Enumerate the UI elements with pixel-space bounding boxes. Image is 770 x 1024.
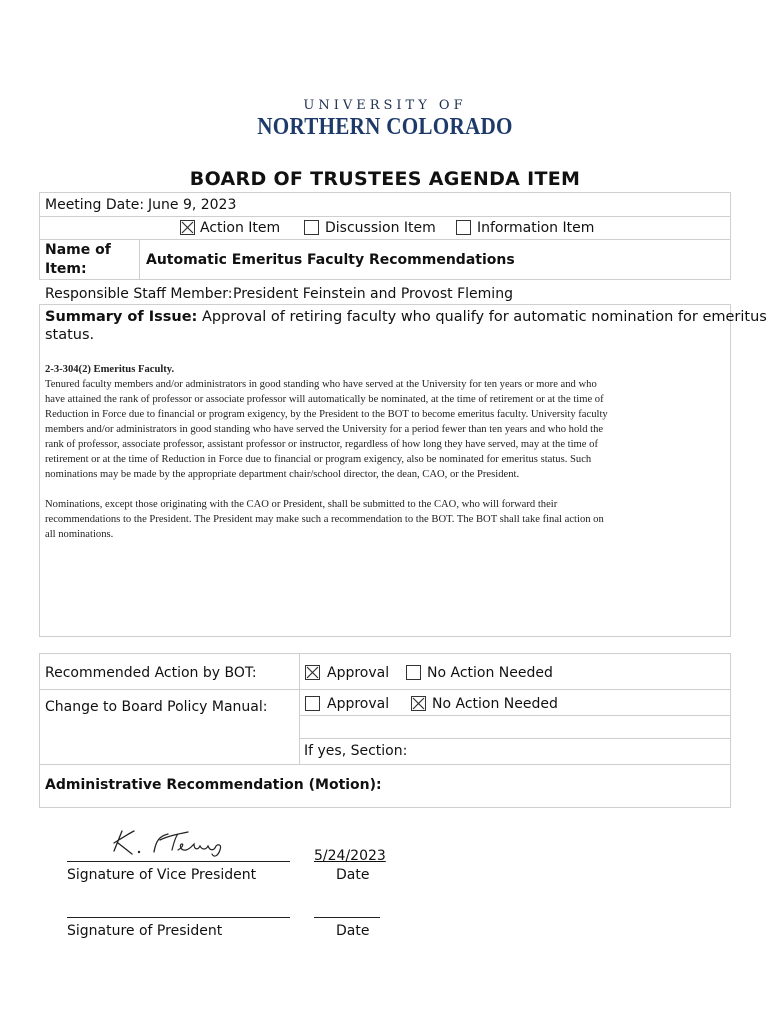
recommended-action-label: Recommended Action by BOT: — [45, 665, 257, 681]
president-date-label: Date — [336, 923, 370, 939]
policy-line: nominations may be made by the appropriate department chair/school director, the dean, CAO, or the President. — [45, 469, 520, 480]
university-logo-name: NORTHERN COLORADO — [257, 114, 513, 140]
name-of-item-label-line2: Item: — [45, 261, 87, 277]
policy-approval-label: Approval — [327, 696, 390, 712]
section-label: If yes, Section: — [304, 743, 408, 759]
policy-line: Tenured faculty members and/or administrators in good standing who have served at the University for ten years or more and who — [45, 379, 597, 390]
vp-signature-label: Signature of Vice President — [67, 867, 257, 883]
discussion-item-label: Discussion Item — [325, 220, 436, 236]
recommended-approval-checkbox[interactable] — [305, 665, 320, 680]
responsible-staff-label: Responsible Staff Member: — [45, 286, 233, 302]
action-item-label: Action Item — [200, 220, 281, 236]
meeting-date-value: June 9, 2023 — [148, 197, 237, 213]
summary-text-line2: status. — [45, 327, 95, 343]
nomination-line: all nominations. — [45, 529, 114, 540]
summary-text-line1: Approval of retiring faculty who qualify for automatic nomination for emeritus — [201, 309, 767, 325]
nomination-text — [45, 497, 725, 542]
information-item-label: Information Item — [477, 220, 595, 236]
checked-x-icon — [412, 697, 425, 710]
information-item-checkbox[interactable] — [456, 220, 471, 235]
summary-label: Summary of Issue: — [45, 309, 198, 325]
summary-line1 — [45, 309, 767, 325]
responsible-staff-value: President Feinstein and Provost Fleming — [233, 286, 513, 302]
discussion-item-checkbox[interactable] — [304, 220, 319, 235]
recommended-no-action-checkbox[interactable] — [406, 665, 421, 680]
policy-change-label: Change to Board Policy Manual: — [45, 699, 268, 715]
admin-recommendation-label: Administrative Recommendation (Motion): — [45, 777, 382, 793]
nomination-line: Nominations, except those originating with the CAO or President, shall be submitted to the CAO, who will forward their — [45, 499, 558, 510]
university-of-text: UNIVERSITY OF — [303, 98, 467, 113]
recommended-no-action-label: No Action Needed — [427, 665, 553, 681]
vp-date-label: Date — [336, 867, 370, 883]
policy-line: members and/or administrators in good standing who have served the University for a period fewer than ten years and who hold the — [45, 424, 604, 435]
checked-x-icon — [181, 221, 194, 234]
checked-x-icon — [306, 666, 319, 679]
name-of-item-value: Automatic Emeritus Faculty Recommendations — [146, 252, 515, 268]
policy-line: have attained the rank of professor or associate professor will automatically be nominated, at the time of retirement or at the time of — [45, 394, 604, 405]
policy-line: Reduction in Force due to financial or program exigency, by the President to the BOT to become emeritus faculty. University faculty — [45, 409, 608, 420]
policy-no-action-label: No Action Needed — [432, 696, 558, 712]
policy-text — [45, 377, 725, 482]
policy-line: retirement or at the time of Reduction in Force due to financial or program exigency, also be nominated for emeritus status. Such — [45, 454, 592, 465]
policy-heading: 2-3-304(2) Emeritus Faculty. — [45, 364, 175, 375]
recommended-approval-label: Approval — [327, 665, 390, 681]
page-title: BOARD OF TRUSTEES AGENDA ITEM — [189, 168, 581, 190]
nomination-line: recommendations to the President. The President may make such a recommendation to the BOT. The BOT shall take final action on — [45, 514, 604, 525]
handwritten-signature — [108, 824, 238, 864]
meeting-date-label: Meeting Date: — [45, 197, 145, 213]
vp-date-value: 5/24/2023 — [314, 848, 386, 864]
action-item-checkbox[interactable] — [180, 220, 195, 235]
policy-line: rank of professor, associate professor, assistant professor or instructor, regardless of how long they have served, may at the time of — [45, 439, 598, 450]
president-signature-label: Signature of President — [67, 923, 223, 939]
policy-no-action-checkbox[interactable] — [411, 696, 426, 711]
name-of-item-label-line1: Name of — [45, 242, 111, 258]
policy-approval-checkbox[interactable] — [305, 696, 320, 711]
